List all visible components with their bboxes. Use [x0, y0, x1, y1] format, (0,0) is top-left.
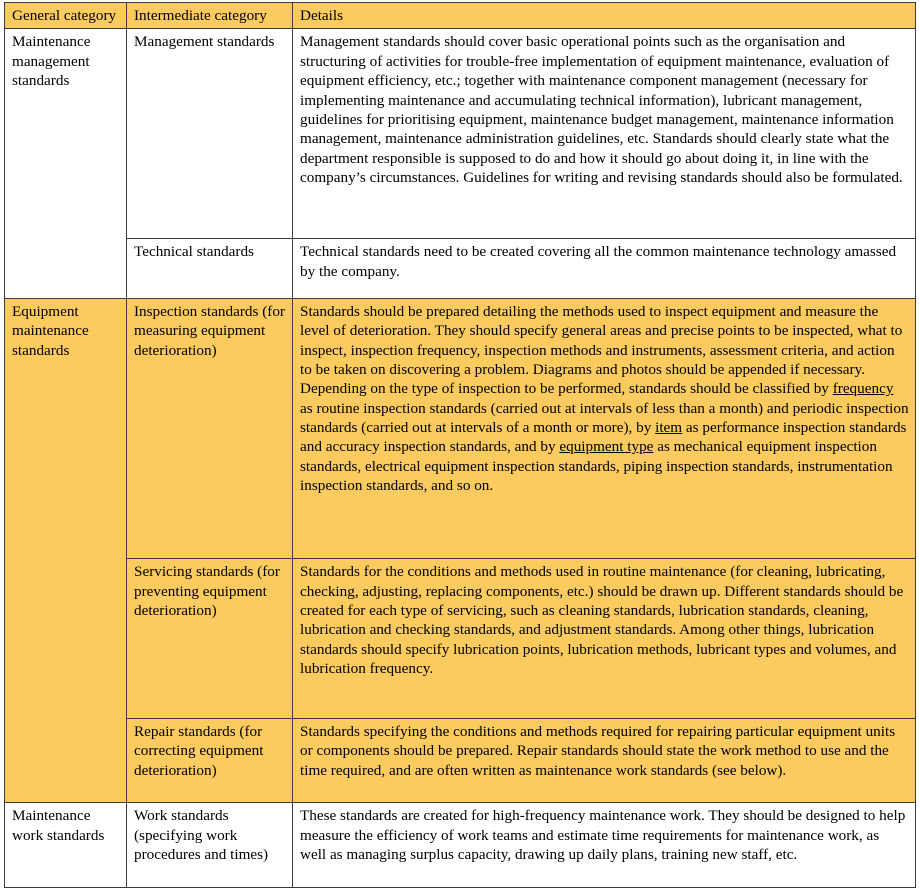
cell-general-category: Maintenance work standards: [5, 803, 127, 888]
cell-intermediate-category: Inspection standards (for measuring equipment deterioration): [127, 298, 293, 558]
table-row: [5, 29, 916, 239]
column-header-general-category: General category: [5, 3, 127, 29]
cell-intermediate-category: Servicing standards (for preventing equipment deterioration): [127, 559, 293, 719]
column-header-intermediate-category: Intermediate category: [127, 3, 293, 29]
cell-intermediate-category: Management standards: [127, 29, 293, 239]
table-row: [5, 559, 916, 719]
cell-intermediate-category: Technical standards: [127, 239, 293, 298]
cell-details: Standards for the conditions and methods used in routine maintenance (for cleaning, lubricating, checking, adjusting, replacing components, etc.) should be drawn up. Different standards should be created for each type of servicing, such as cleaning standards, lubrication standards, cleaning, lubrication and checking standards, and adjustment standards. Among other things, lubrication standards should specify lubrication points, lubrication methods, lubricant types and volumes, and lubrication frequency.: [293, 559, 916, 719]
table-row: [5, 803, 916, 888]
underlined-term: item: [655, 419, 683, 437]
underlined-term: equipment type: [559, 438, 654, 456]
table-row: [5, 298, 916, 558]
cell-general-category: Equipment maintenance standards: [5, 298, 127, 803]
maintenance-standards-table: [4, 2, 916, 888]
table-header: [5, 3, 916, 29]
cell-details: Standards should be prepared detailing the methods used to inspect equipment and measure the level of deterioration. They should specify general areas and precise points to be inspected, what to inspect, inspection frequency, inspection methods and instruments, assessment criteria, and action to be taken on discovering a problem. Diagrams and photos should be appended if necessary. Depending on the type of inspection to be performed, standards should be classified by frequency as routine inspection standards (carried out at intervals of less than a month) and periodic inspection standards (carried out at intervals of a month or more), by item as performance inspection standards and accuracy inspection standards, and by equipment type as mechanical equipment inspection standards, electrical equipment inspection standards, piping inspection standards, instrumentation inspection standards, and so on.: [293, 298, 916, 558]
cell-details: Standards specifying the conditions and methods required for repairing particular equipment units or components should be prepared. Repair standards should state the work method to use and the time required, and are often written as maintenance work standards (see below).: [293, 719, 916, 803]
cell-details: Management standards should cover basic operational points such as the organisation and structuring of activities for trouble-free implementation of equipment maintenance, evaluation of equipment efficiency, etc.; together with maintenance component management (necessary for implementing maintenance and accumulating technical information), lubricant management, guidelines for prioritising equipment, maintenance budget management, maintenance information management, maintenance administration guidelines, etc. Standards should clearly state what the department responsible is supposed to do and how it should go about doing it, in line with the company’s circumstances. Guidelines for writing and revising standards should also be formulated.: [293, 29, 916, 239]
column-header-details: Details: [293, 3, 916, 29]
table-row: [5, 719, 916, 803]
cell-intermediate-category: Repair standards (for correcting equipment deterioration): [127, 719, 293, 803]
underlined-term: frequency: [832, 380, 894, 398]
cell-intermediate-category: Work standards (specifying work procedures and times): [127, 803, 293, 888]
table-row: [5, 239, 916, 298]
cell-details: These standards are created for high-frequency maintenance work. They should be designed to help measure the efficiency of work teams and estimate time requirements for maintenance work, as well as managing surplus capacity, drawing up daily plans, training new staff, etc.: [293, 803, 916, 888]
header-row: [5, 3, 916, 29]
table-body: [5, 29, 916, 888]
cell-details: Technical standards need to be created covering all the common maintenance technology amassed by the company.: [293, 239, 916, 298]
cell-general-category: Maintenance management standards: [5, 29, 127, 298]
